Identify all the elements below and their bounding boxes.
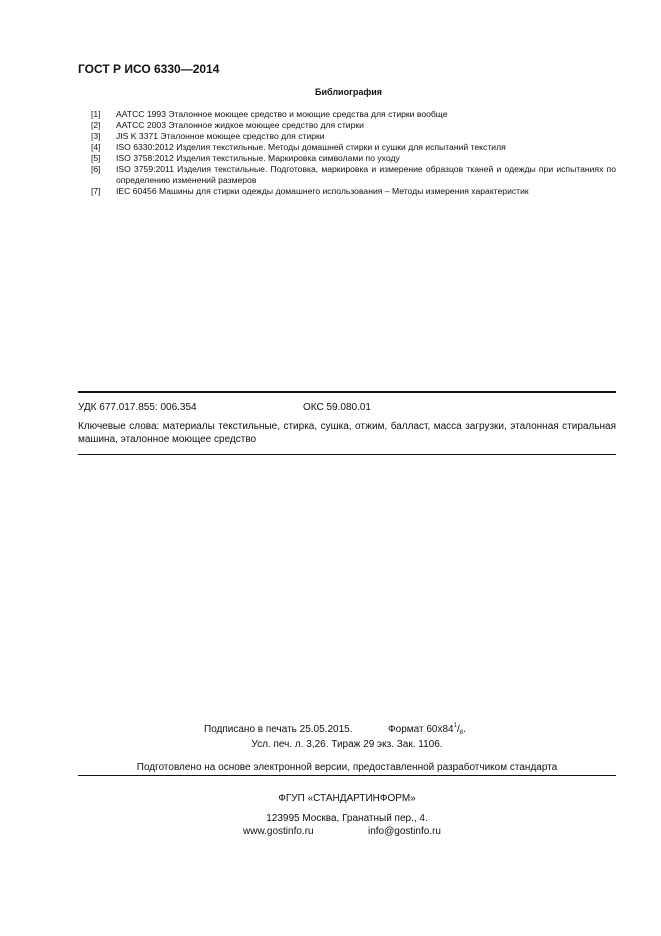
format-numerator: 1 (453, 723, 457, 729)
email-link[interactable]: info@gostinfo.ru (368, 826, 441, 837)
bibliography-item-text: ISO 3759:2011 Изделия текстильные. Подготовка, маркировка и измерение образцов тканей и одежды при испытаниях по определению изменений размеров (116, 164, 616, 185)
bibliography-item (91, 186, 616, 197)
bibliography-item-text: ISO 3758:2012 Изделия текстильные. Маркировка символами по уходу (116, 153, 400, 163)
bibliography-item-number: [7] (91, 186, 101, 196)
bibliography-item (91, 109, 616, 120)
bottom-divider (78, 775, 616, 776)
prepared-note: Подготовлено на основе электронной версии, предоставленной разработчиком стандарта (136, 762, 558, 773)
format-label: Формат 60x84 (388, 724, 454, 735)
paper-format: Формат $60x84^1/_8$. (388, 723, 466, 736)
bibliography-item-text: AATCC 1993 Эталонное моющее средство и моющие средства для стирки вообще (116, 109, 448, 119)
bibliography-item-number: [2] (91, 120, 101, 130)
bibliography-item-number: [6] (91, 164, 101, 174)
bibliography-item (91, 153, 616, 164)
print-details: Усл. печ. л. 3,26. Тираж 29 экз. Зак. 1106. (251, 739, 443, 750)
middle-divider (78, 454, 616, 455)
bibliography-item (91, 120, 616, 131)
bibliography-item-text: ISO 6330:2012 Изделия текстильные. Методы домашней стирки и сушки для испытаний текстиля (116, 142, 506, 152)
bibliography-item-number: [5] (91, 153, 101, 163)
document-code: ГОСТ Р ИСО 6330—2014 (78, 62, 220, 76)
signed-info (204, 723, 466, 736)
bibliography-item (91, 131, 616, 142)
signed-date: Подписано в печать 25.05.2015. (204, 724, 353, 735)
keywords: Ключевые слова: материалы текстильные, стирка, сушка, отжим, балласт, масса загрузки, эталонная стиральная машина, эталонное моющее средство (78, 421, 616, 445)
publisher-name: ФГУП «СТАНДАРТИНФОРМ» (278, 793, 416, 804)
bibliography-item-text: IEC 60456 Машины для стирки одежды домашнего использования – Методы измерения характеристик (116, 186, 529, 196)
udc-code: УДК 677.017.855: 006.354 (78, 402, 197, 413)
format-denominator: 8 (459, 730, 464, 736)
bibliography-item-text: AATCC 2003 Эталонное жидкое моющее средство для стирки (116, 120, 364, 130)
format-end: . (463, 724, 466, 735)
bibliography-title: Библиография (315, 87, 382, 97)
oks-code: ОКС 59.080.01 (303, 402, 371, 413)
bibliography-list (91, 109, 616, 197)
bibliography-item-number: [3] (91, 131, 101, 141)
bibliography-item-text: JIS K 3371 Эталонное моющее средство для стирки (116, 131, 325, 141)
bibliography-item (91, 164, 616, 186)
top-divider (78, 391, 616, 393)
bibliography-item (91, 142, 616, 153)
publisher-address: 123995 Москва, Гранатный пер., 4. (266, 813, 428, 824)
bibliography-item-number: [1] (91, 109, 101, 119)
bibliography-item-number: [4] (91, 142, 101, 152)
website-link[interactable]: www.gostinfo.ru (243, 826, 314, 837)
